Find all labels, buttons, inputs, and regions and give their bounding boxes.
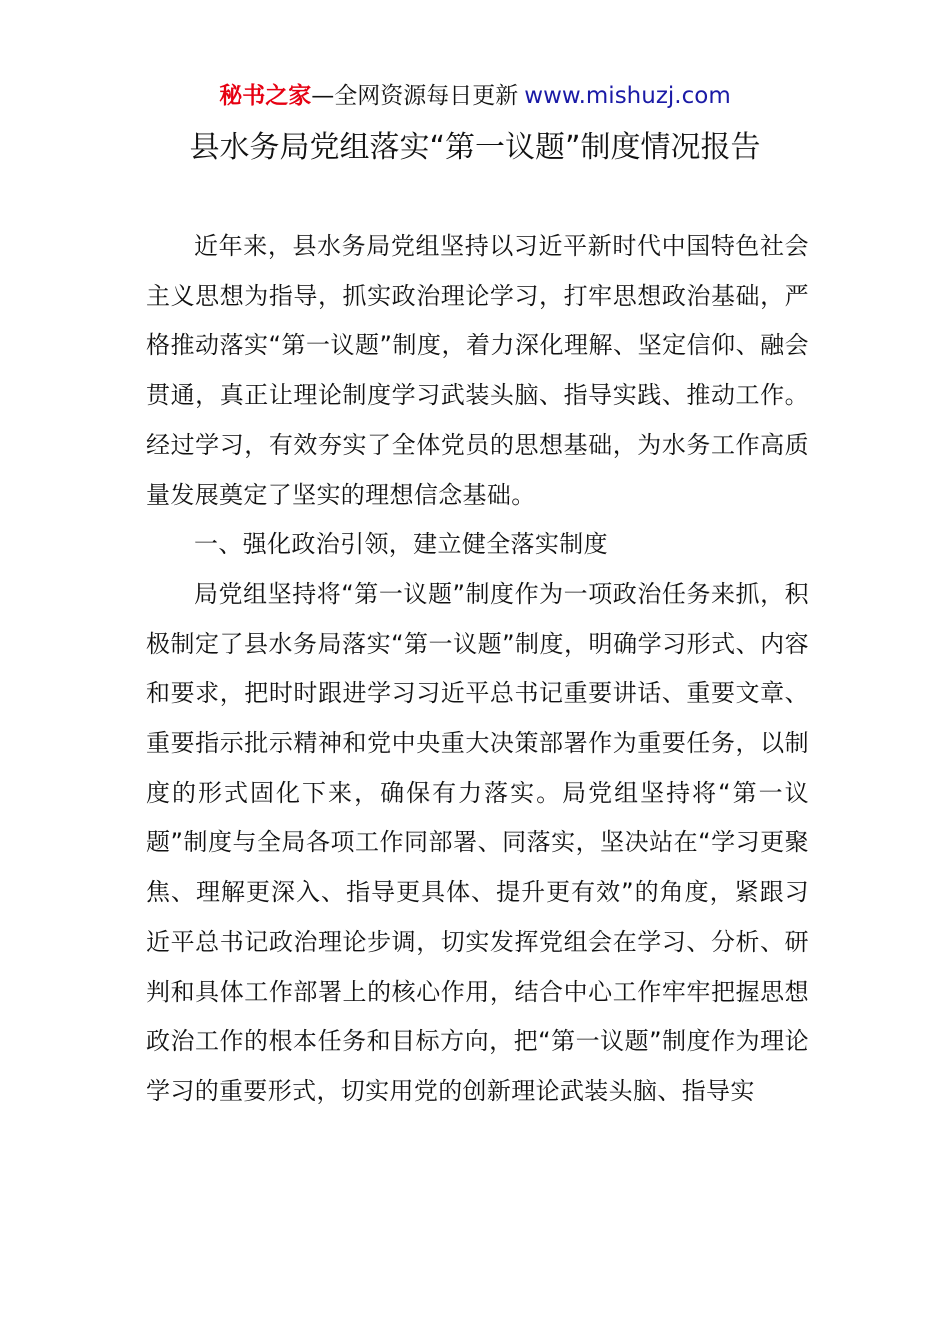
section-paragraph: 局党组坚持将“第一议题”制度作为一项政治任务来抓，积极制定了县水务局落实“第一议题”制度，明确学习形式、内容和要求，把时时跟进学习习近平总书记重要讲话、重要文章、重要指示批示精神和党中央重大决策部署作为重要任务，以制度的形式固化下来，确保有力落实。局党组坚持将“第一议题”制度与全局各项工作同部署、同落实，坚决站在“学习更聚焦、理解更深入、指导更具体、提升更有效”的角度，紧跟习近平总书记政治理论步调，切实发挥党组会在学习、分析、研判和具体工作部署上的核心作用，结合中心工作牢牢把握思想政治工作的根本任务和目标方向，把“第一议题”制度作为理论学习的重要形式，切实用党的创新理论武装头脑、指导实 <box>146 579 809 1105</box>
document-body <box>146 222 809 1117</box>
section-heading: 一、强化政治引领，建立健全落实制度 <box>194 530 608 559</box>
site-header <box>0 80 950 112</box>
intro-paragraph: 近年来，县水务局党组坚持以习近平新时代中国特色社会主义思想为指导，抓实政治理论学习，打牢思想政治基础，严格推动落实“第一议题”制度，着力深化理解、坚定信仰、融会贯通，真正让理论制度学习武装头脑、指导实践、推动工作。经过学习，有效夯实了全体党员的思想基础，为水务工作高质量发展奠定了坚实的理想信念基础。 <box>146 232 809 509</box>
document-title: 县水务局党组落实“第一议题”制度情况报告 <box>189 130 761 165</box>
site-url-link[interactable]: www.mishuzj.com <box>524 83 731 109</box>
site-name: 秘书之家 <box>219 83 312 109</box>
site-tagline: —全网资源每日更新 <box>311 83 519 109</box>
